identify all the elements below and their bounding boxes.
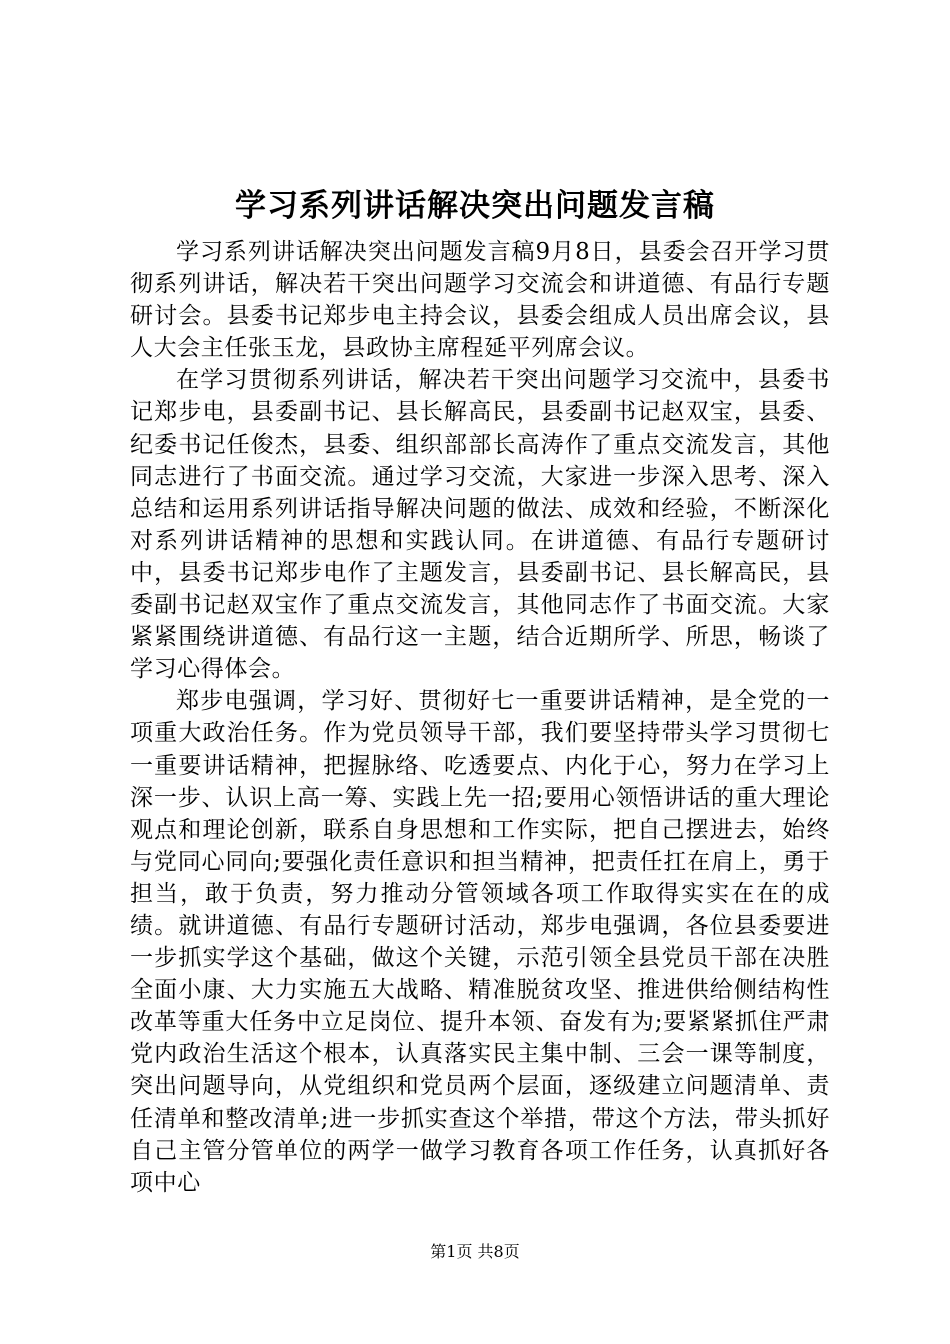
page-number-footer: 第1页 共8页 [430, 1242, 520, 1261]
paragraph-3: 郑步电强调，学习好、贯彻好七一重要讲话精神，是全党的一项重大政治任务。作为党员领导干部，我们要坚持带头学习贯彻七一重要讲话精神，把握脉络、吃透要点、内化于心，努力在学习上深一步、认识上高一筹、实践上先一招;要用心领悟讲话的重大理论观点和理论创新，联系自身思想和工作实际，把自己摆进去，始终与党同心同向;要强化责任意识和担当精神，把责任扛在肩上，勇于担当，敢于负责，努力推动分管领域各项工作取得实实在在的成绩。就讲道德、有品行专题研讨活动，郑步电强调，各位县委要进一步抓实学这个基础，做这个关键，示范引领全县党员干部在决胜全面小康、大力实施五大战略、精准脱贫攻坚、推进供给侧结构性改革等重大任务中立足岗位、提升本领、奋发有为;要紧紧抓住严肃党内政治生活这个根本，认真落实民主集中制、三会一课等制度，突出问题导向，从党组织和党员两个层面，逐级建立问题清单、责任清单和整改清单;进一步抓实查这个举措，带这个方法，带头抓好自己主管分管单位的两学一做学习教育各项工作任务，认真抓好各项中心 [130, 688, 830, 1196]
document-title: 学习系列讲话解决突出问题发言稿 [235, 188, 715, 224]
paragraph-1: 学习系列讲话解决突出问题发言稿9月8日，县委会召开学习贯彻系列讲话，解决若干突出问题学习交流会和讲道德、有品行专题研讨会。县委书记郑步电主持会议，县委会组成人员出席会议，县人大会主任张玉龙，县政协主席程延平列席会议。 [130, 239, 830, 362]
document-body [130, 236, 830, 1199]
paragraph-2: 在学习贯彻系列讲话，解决若干突出问题学习交流中，县委书记郑步电，县委副书记、县长解高民，县委副书记赵双宝，县委、纪委书记任俊杰，县委、组织部部长高涛作了重点交流发言，其他同志进行了书面交流。通过学习交流，大家进一步深入思考、深入总结和运用系列讲话指导解决问题的做法、成效和经验，不断深化对系列讲话精神的思想和实践认同。在讲道德、有品行专题研讨中，县委书记郑步电作了主题发言，县委副书记、县长解高民，县委副书记赵双宝作了重点交流发言，其他同志作了书面交流。大家紧紧围绕讲道德、有品行这一主题，结合近期所学、所思，畅谈了学习心得体会。 [130, 367, 830, 683]
